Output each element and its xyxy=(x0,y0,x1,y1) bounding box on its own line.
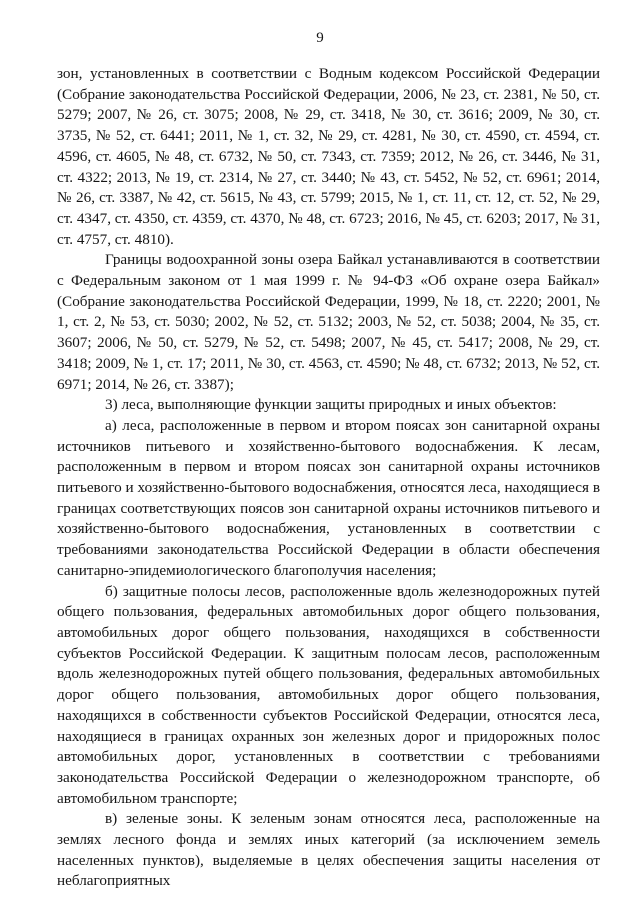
paragraph-subitem-a-sanitary-zones: а) леса, расположенные в первом и втором поясах зон санитарной охраны источников питьевого и хозяйственно-бытового водоснабжения. К лесам, расположенным в первом и втором поясах зон санитарной охраны источников питьевого и хозяйственно-бытового водоснабжения, относятся леса, находящиеся в границах соответствующих поясов зон санитарной охраны источников питьевого и хозяйственно-бытового водоснабжения, установленных в соответствии с требованиями законодательства Российской Федерации в области обеспечения санитарно-эпидемиологического благополучия населения; xyxy=(57,416,600,579)
paragraph-continuation-water-code: зон, установленных в соответствии с Водным кодексом Российской Федерации (Собрание законодательства Российской Федерации, 2006, № 23, ст. 2381, № 50, ст. 5279; 2007, № 26, ст. 3075; 2008, № 29, ст. 3418, № 30, ст. 3616; 2009, № 30, ст. 3735, № 52, ст. 6441; 2011, № 1, ст. 32, № 29, ст. 4281, № 30, ст. 4590, ст. 4594, ст. 4596, ст. 4605, № 48, ст. 6732, № 50, ст. 7343, ст. 7359; 2012, № 26, ст. 3446, № 31, ст. 4322; 2013, № 19, ст. 2314, № 27, ст. 3440; № 43, ст. 5452, № 52, ст. 6961; 2014, № 26, ст. 3387, № 42, ст. 5615, № 43, ст. 5799; 2015, № 1, ст. 11, ст. 12, ст. 52, № 29, ст. 4347, ст. 4350, ст. 4359, ст. 4370, № 48, ст. 6723; 2016, № 45, ст. 6203; 2017, № 31, ст. 4757, ст. 4810). xyxy=(57,65,600,248)
paragraph-subitem-v-green-zones: в) зеленые зоны. К зеленым зонам относятся леса, расположенные на землях лесного фонда и землях иных категорий (за исключением земель населенных пунктов), выделяемые в целях обеспечения защиты населения от неблагоприятных xyxy=(57,810,600,890)
paragraph-item-3-protective-forests: 3) леса, выполняющие функции защиты природных и иных объектов: xyxy=(105,396,557,414)
paragraph-baikal-water-protection-zone: Границы водоохранной зоны озера Байкал устанавливаются в соответствии с Федеральным законом от 1 мая 1999 г. № 94-ФЗ «Об охране озера Байкал» (Собрание законодательства Российской Федерации, 1999, № 18, ст. 2220; 2001, № 1, ст. 2, № 53, ст. 5030; 2002, № 52, ст. 5132; 2003, № 52, ст. 5038; 2004, № 35, ст. 3607; 2006, № 50, ст. 5279, № 52, ст. 5498; 2007, № 45, ст. 5417; 2008, № 29, ст. 3418; 2009, № 1, ст. 17; 2011, № 30, ст. 4563, ст. 4590; № 48, ст. 6732; 2013, № 52, ст. 6971; 2014, № 26, ст. 3387); xyxy=(57,251,600,393)
document-body xyxy=(57,64,600,892)
page-number: 9 xyxy=(316,30,324,46)
paragraph-subitem-b-protective-strips: б) защитные полосы лесов, расположенные вдоль железнодорожных путей общего пользования, федеральных автомобильных дорог общего пользования, автомобильных дорог общего пользования, находящихся в собственности субъектов Российской Федерации. К защитным полосам лесов, расположенным вдоль железнодорожных путей общего пользования, федеральных автомобильных дорог общего пользования, автомобильных дорог общего пользования, находящихся в собственности субъектов Российской Федерации, относятся леса, находящиеся в границах охранных зон железных дорог и придорожных полос автомобильных дорог, установленных в соответствии с требованиями законодательства Российской Федерации о железнодорожном транспорте, об автомобильном транспорте; xyxy=(57,582,600,807)
